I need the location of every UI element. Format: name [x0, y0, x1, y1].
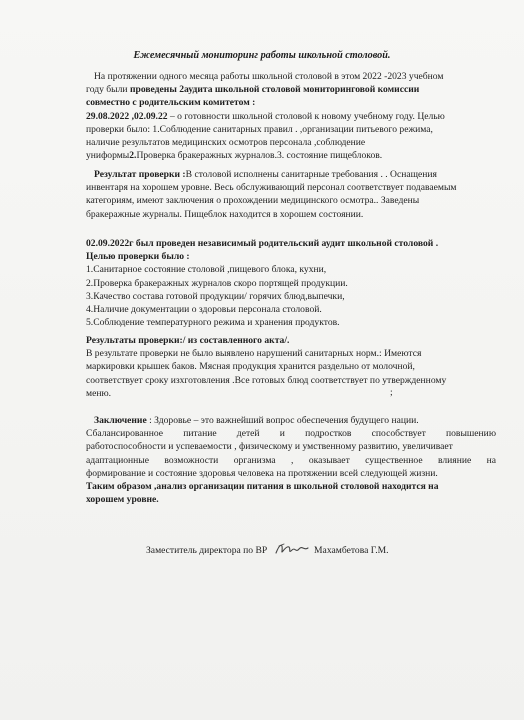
text-line: формирование и состояние здоровья человека на протяжении всей следующей жизни. [86, 467, 438, 479]
text-line: На протяжении одного месяца работы школьной столовой в этом 2022 -2023 учебном [94, 71, 444, 82]
text-span: году были [86, 84, 130, 96]
signature-block [146, 541, 486, 557]
list-item: 2.Проверка бракеражных журналов скоро портящей продукции. [86, 277, 348, 289]
text-span: : Здоровье – это важнейший вопрос обеспечения будущего нации. [146, 415, 419, 426]
text-line [86, 83, 496, 96]
text-span: В столовой исполнены санитарные требования . . Оснащения [185, 169, 437, 180]
text-line: адаптационные возможности организма , оказывает существенное влияние на [86, 454, 496, 466]
stray-mark: ; [390, 387, 393, 398]
text-line: В результате проверки не было выявлено нарушений санитарных норм.: Имеются [86, 348, 422, 360]
text-line: бракеражные журналы. Пищеблок находится в хорошем состоянии. [86, 208, 364, 220]
intro-paragraph [86, 70, 496, 162]
bold-text-line: хорошем уровне. [86, 494, 159, 506]
conclusion-heading: Заключение [94, 415, 147, 426]
signatory-name: Махамбетова Г.М. [314, 545, 389, 556]
result-paragraph [86, 168, 496, 221]
text-line: работоспособности и успеваемости , физическому и умственному развитию, увеличивает [86, 441, 453, 453]
list-item: 4.Наличие документации о здоровьи персонала столовой. [86, 304, 322, 316]
text-span: Проверка бракеражных журналов.3. состояние пищеблоков. [136, 150, 383, 162]
text-line [86, 168, 496, 181]
conclusion-paragraph [86, 414, 496, 506]
bold-text: 2. [129, 150, 137, 162]
bold-text-line: совместно с родительским комитетом : [86, 97, 256, 109]
list-item: 5.Соблюдение температурного режима и хранения продуктов. [86, 317, 340, 329]
list-item: 3.Качество состава готовой продукции/ горячих блюд,выпечки, [86, 290, 345, 302]
text-line: меню. [86, 387, 112, 399]
text-line: наличие результатов медицинских осмотров персонала ,соблюдение [86, 137, 366, 149]
text-line: маркировки крышек баков. Мясная продукция хранится раздельно от молочной, [86, 361, 415, 373]
result-heading: Результат проверки : [94, 169, 186, 180]
text-line: инвентаря на хорошем уровне. Весь обслуживающий персонал соответствует подаваемым [86, 182, 457, 194]
text-line: соответствует сроку изхготовления .Все готовых блюд соответствует по утвержденному [86, 374, 447, 386]
list-item: 1.Санитарное состояние столовой ,пищевого блока, кухни, [86, 264, 327, 276]
text-line: проверки было: 1.Соблюдение санитарных правил . ,организации питьевого режима, [86, 123, 433, 135]
text-span: униформы [86, 150, 130, 162]
goal-heading: Целью проверки было : [86, 251, 190, 263]
document-title: Ежемесячный мониторинг работы школьной столовой. [133, 50, 391, 61]
text-line [86, 414, 496, 427]
text-line: категориям, имеют заключения о прохождении медицинского осмотра.. Заведены [86, 195, 420, 207]
parent-audit-paragraph [86, 237, 496, 329]
text-line [86, 149, 496, 162]
signature-row [146, 541, 486, 557]
bold-text-line: Таким образом ,анализ организации питания в школьной столовой находится на [86, 481, 439, 493]
inspection-results-paragraph [86, 334, 496, 400]
text-line [86, 110, 496, 123]
audit-dates: 29.08.2022 ,02.09.22 [86, 110, 168, 122]
inspection-results-heading: Результаты проверки:/ из составленного акта/. [86, 335, 290, 346]
text-span: – о готовности школьной столовой к новому учебному году. Целью [167, 110, 445, 122]
text-line: Сбалансированное питание детей и подростков способствует повышению [86, 428, 496, 440]
bold-text: проведены 2аудита школьной столовой мониторинговой комиссии [129, 84, 420, 96]
signatory-role: Заместитель директора по ВР [146, 545, 268, 556]
handwritten-signature [274, 541, 310, 557]
parent-audit-heading: 02.09.2022г был проведен независимый родительский аудит школьной столовой . [86, 238, 439, 249]
